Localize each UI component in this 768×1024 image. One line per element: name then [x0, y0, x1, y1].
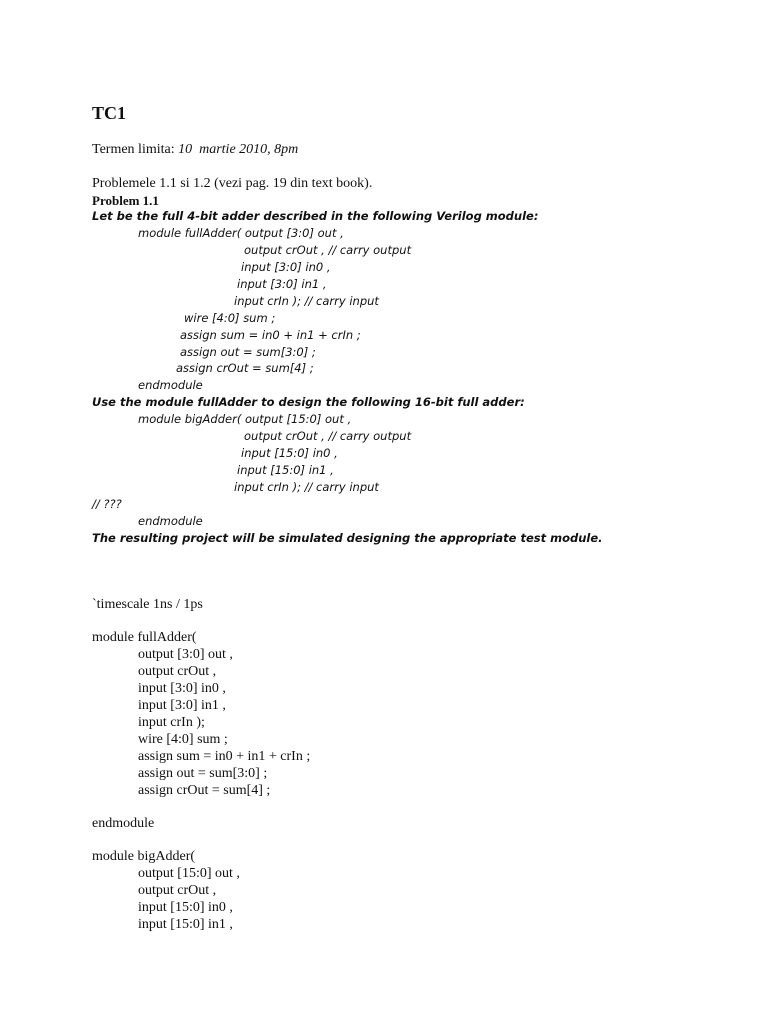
code-line: output crOut ,: [138, 664, 217, 679]
module2-line: // ???: [92, 497, 122, 511]
code-line: input [15:0] in1 ,: [138, 917, 233, 932]
code-line: input [3:0] in1 ,: [138, 698, 226, 713]
code-line: input crIn );: [138, 715, 205, 730]
code-line: module bigAdder(: [92, 849, 196, 864]
module2-line: input [15:0] in1 ,: [237, 463, 334, 477]
code-line: assign out = sum[3:0] ;: [138, 766, 268, 781]
code-line: `timescale 1ns / 1ps: [92, 597, 203, 612]
code-line: module fullAdder(: [92, 630, 197, 645]
module1-line: assign out = sum[3:0] ;: [180, 345, 316, 359]
code-line: output crOut ,: [138, 883, 217, 898]
module1-line: module fullAdder( output [3:0] out ,: [138, 226, 344, 240]
module2-line: input crIn ); // carry input: [234, 480, 379, 494]
code-line: output [15:0] out ,: [138, 866, 240, 881]
problem-intro: Let be the full 4-bit adder described in the following Verilog module:: [92, 209, 539, 223]
module2-line: output crOut , // carry output: [244, 429, 412, 443]
module1-line: input crIn ); // carry input: [234, 294, 379, 308]
code-line: input [15:0] in0 ,: [138, 900, 233, 915]
result-note: The resulting project will be simulated designing the appropriate test module.: [92, 531, 603, 545]
document-title: TC1: [92, 103, 127, 123]
module1-line: wire [4:0] sum ;: [184, 311, 276, 325]
code-line: input [3:0] in0 ,: [138, 681, 226, 696]
module1-line: output crOut , // carry output: [244, 243, 412, 257]
module2-line: input [15:0] in0 ,: [241, 446, 338, 460]
module2-line: endmodule: [138, 514, 203, 528]
module1-line: input [3:0] in0 ,: [241, 260, 331, 274]
deadline-line: [92, 143, 298, 157]
deadline-value: 10 martie 2010, 8pm: [178, 142, 299, 157]
code-line: output [3:0] out ,: [138, 647, 233, 662]
task-instruction: Use the module fullAdder to design the following 16-bit full adder:: [92, 395, 525, 409]
code-line: assign sum = in0 + in1 + crIn ;: [138, 749, 311, 764]
module2-line: module bigAdder( output [15:0] out ,: [138, 412, 352, 426]
module1-line: endmodule: [138, 378, 203, 392]
deadline-label: Termen limita:: [92, 142, 179, 157]
code-line: assign crOut = sum[4] ;: [138, 783, 271, 798]
code-line: endmodule: [92, 816, 155, 831]
code-line: wire [4:0] sum ;: [138, 732, 228, 747]
module1-line: assign crOut = sum[4] ;: [176, 361, 314, 375]
module1-line: assign sum = in0 + in1 + crIn ;: [180, 328, 361, 342]
intro-text: Problemele 1.1 si 1.2 (vezi pag. 19 din text book).: [92, 176, 373, 191]
problem-heading: Problem 1.1: [92, 193, 159, 208]
module1-line: input [3:0] in1 ,: [237, 277, 327, 291]
